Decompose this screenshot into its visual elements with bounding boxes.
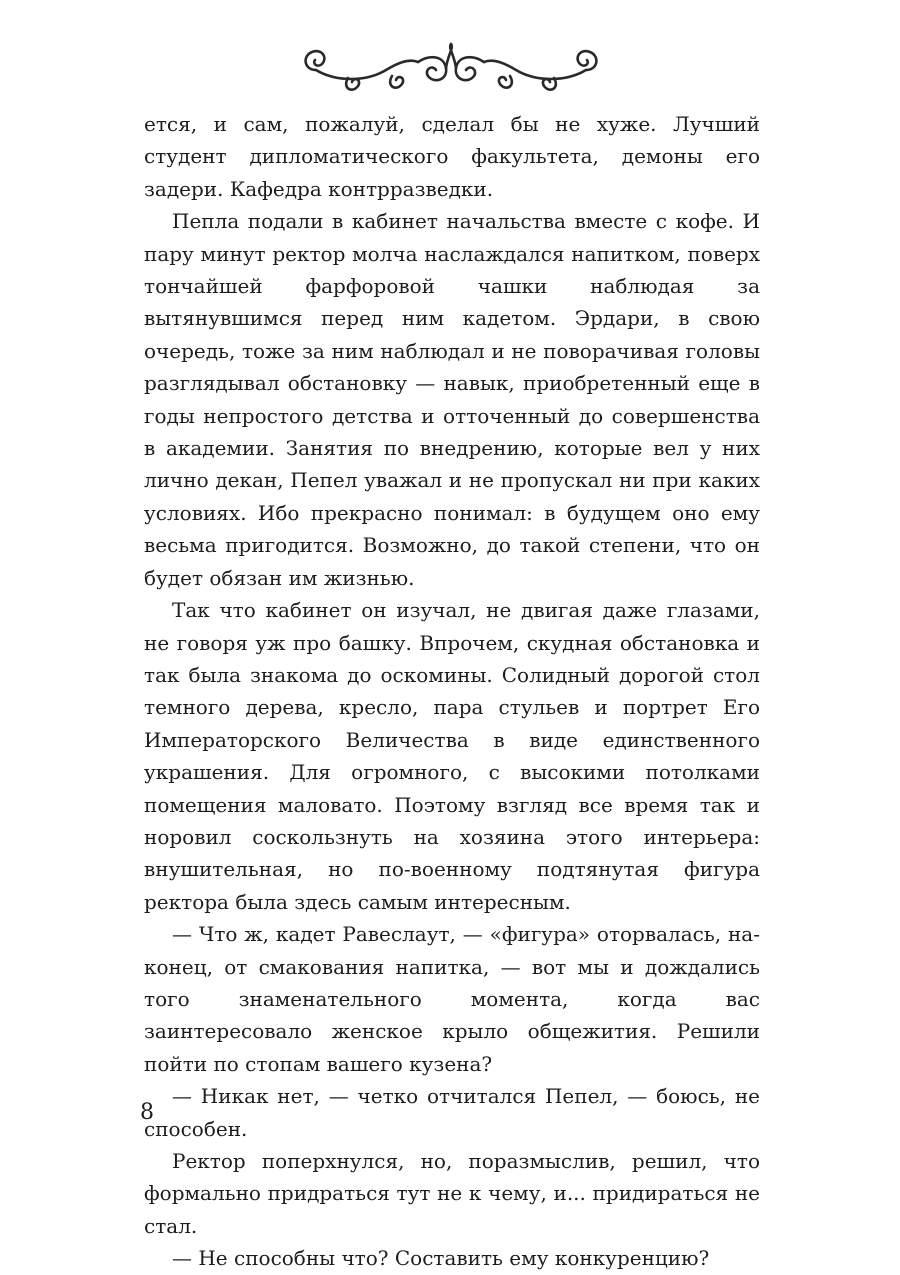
body-text — [144, 108, 760, 1275]
page-number: 8 — [140, 1100, 154, 1125]
paragraph-1: ется, и сам, пожалуй, сделал бы не хуже. Лучший студент дипломатического факультета, демоны его задери. Кафедра контрразведки. — [144, 112, 760, 201]
paragraph-5: — Никак нет, — четко отчитался Пепел, — боюсь, не способен. — [144, 1084, 760, 1141]
paragraph-6: Ректор поперхнулся, но, поразмыслив, решил, что формально придраться тут не к чему, и... придираться не стал. — [144, 1149, 760, 1238]
paragraph-7: — Не способны что? Составить ему конкуренцию? — [172, 1246, 710, 1271]
paragraph-4: — Что ж, кадет Равеслаут, — «фигура» оторвалась, наконец, от смакования напитка, — вот мы и дождались того знаменательного момента, когда вас заинтересовало женское крыло общежития. Решили пойти по стопам вашего кузена? — [144, 922, 760, 1076]
flourish-ornament-icon — [296, 40, 606, 100]
paragraph-2: Пепла подали в кабинет начальства вместе с кофе. И пару минут ректор молча наслаждался напитком, поверх тончайшей фарфоровой чашки наблюдая за вытянувшимся перед ним кадетом. Эрдари, в свою очередь, тоже за ним наблюдал и не поворачивая головы разглядывал обстановку — навык, приобретенный еще в годы непростого детства и отточенный до совершенства в академии. Занятия по внедрению, которые вел у них лично декан, Пепел уважал и не пропускал ни при каких условиях. Ибо прекрасно понимал: в будущем оно ему весьма пригодится. Возможно, до такой степени, что он будет обязан им жизнью. — [144, 209, 760, 590]
paragraph-3: Так что кабинет он изучал, не двигая даже глазами, не говоря уж про башку. Впрочем, скудная обстановка и так была знакома до оскомины. Солидный дорогой стол темного дерева, кресло, пара стульев и портрет Его Императорского Величества в виде единственного украшения. Для огромного, с высокими потолками помещения маловато. Поэтому взгляд все время так и норовил соскользнуть на хозяина этого интерьера: внушительная, но по-военному подтянутая фигура ректора была здесь самым интересным. — [144, 598, 760, 914]
